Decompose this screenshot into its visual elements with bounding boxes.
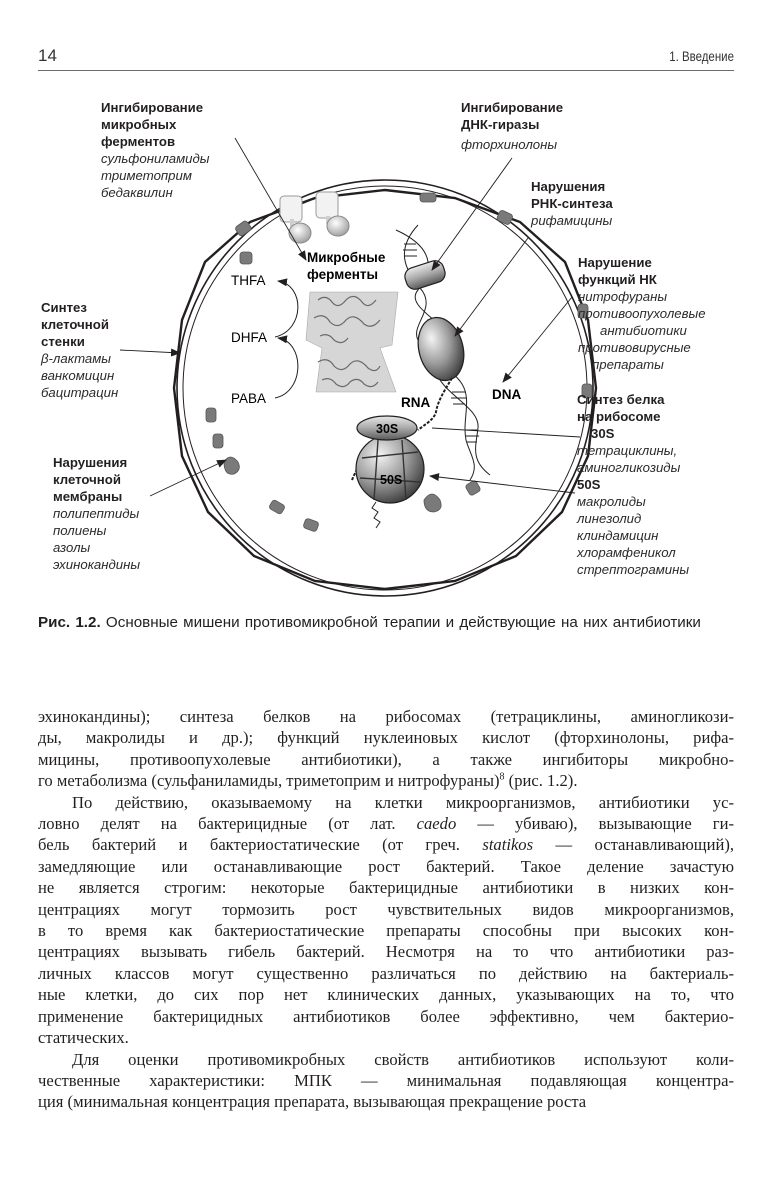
drug-name: тетрациклины, [577,443,678,458]
drug-name: бедаквилин [101,185,173,200]
text-line: замедляющие или останавливающие рост бактерий. Такое деление зачастую [38,856,734,876]
label-heading-line: ферментов [101,134,176,149]
label-heading-line: ДНК-гиразы [461,117,540,132]
label-heading-line: функций НК [578,272,657,287]
label-heading-line: клеточной [41,317,109,332]
label-30s: 30S [591,426,615,441]
label-heading-line: микробных [101,117,177,132]
paragraph [38,1049,734,1113]
text-line: ловно делят на бактерицидные (от лат. caedo — убиваю), вызывающие ги- [38,814,734,834]
label-heading-line: Ингибирование [101,100,204,115]
drug-name: бацитрацин [41,385,119,400]
drug-name: полиены [53,523,107,538]
caption-text: Основные мишени противомикробной терапии и действующие на них антибиотики [100,614,701,631]
text-line: ция (минимальная концентрация препарата, вызывающая прекращение роста [38,1092,587,1112]
drug-name: противоопухолевые [578,306,706,321]
label-rna-synthesis [531,178,613,229]
text-line: в то время как бактериостатические препараты способны при высоких кон- [38,921,734,941]
drug-name: эхинокандины [53,557,141,572]
text-line: не является строгим: некоторые бактерицидные антибиотики в низких кон- [38,878,734,898]
figure-antibiotic-targets [0,90,773,600]
label-30s-inner: 30S [376,422,399,436]
drug-name: клиндамицин [577,528,659,543]
paragraph [38,792,734,1049]
label-nucleic-acid-function [578,254,706,373]
drug-name: фторхинолоны [461,137,558,152]
label-thfa: THFA [231,273,266,288]
label-heading-line: Синтез [41,300,87,315]
text-line: статических. [38,1028,129,1048]
drug-name: противовирусные [578,340,691,355]
drug-name: аминогликозиды [577,460,681,475]
enzyme-structure-image [306,292,398,392]
text-line: ные клетки, до сих пор нет клинических данных, указывающих на то, что [38,985,734,1005]
label-microbial-enzymes-1: Микробные [307,250,386,265]
membrane-enzymes [280,192,349,243]
label-50s: 50S [577,477,601,492]
drug-name: рифамицины [531,213,613,228]
label-gyrase-inhibition [461,99,563,153]
drug-name: стрептограмины [577,562,690,577]
drug-name: азолы [53,540,91,555]
drug-name: хлорамфеникол [577,545,676,560]
drug-name: полипептиды [53,506,140,521]
body-text [38,706,734,1113]
text-line: мицины, противоопухолевые антибиотики), а также ингибиторы микробно- [38,749,734,769]
drug-name: β-лактамы [41,351,111,366]
label-50s-inner: 50S [380,473,403,487]
text-line: По действию, оказываемому на клетки микроорганизмов, антибиотики ус- [72,792,734,812]
label-heading-line: клеточной [53,472,121,487]
text-line: чественные характеристики: МПК — минимальная подавляющая концентра- [38,1070,734,1090]
text-line: бель бактерий и бактериостатические (от греч. statikos — останавливающий), [38,835,734,855]
text-line: ды, макролиды и др.); функций нуклеиновых кислот (фторхинолоны, рифа- [38,728,734,748]
figure-caption [38,612,734,633]
label-heading-line: на рибосоме [577,409,661,424]
drug-name: антибиотики [600,323,687,338]
label-microbial-enzymes-2: ферменты [307,267,379,282]
text-line: эхинокандины); синтеза белков на рибосомах (тетрациклины, аминогликози- [38,707,734,726]
label-dna: DNA [492,387,522,402]
caption-label: Рис. 1.2. [38,614,101,631]
drug-name: линезолид [577,511,642,526]
label-heading-line: мембраны [53,489,123,504]
page-header [38,44,734,71]
label-rna: RNA [401,395,431,410]
page-number: 14 [38,46,57,65]
text-line: центрациях могут тормозить рост чувствительных видов микроорганизмов, [38,899,734,919]
text-line: применение бактерицидных антибиотиков более эффективно, чем бактерио- [38,1006,734,1026]
drug-name: препараты [592,357,664,372]
text-line: центрациях вызывать гибель бактерий. Несмотря на то что антибиотики раз- [38,942,734,962]
label-heading-line: РНК-синтеза [531,196,613,211]
label-heading-line: Ингибирование [461,100,564,115]
drug-name: нитрофураны [578,289,668,304]
text-line: го метаболизма (сульфаниламиды, триметоприм и нитрофураны)$^8$ (рис. 1.2). [38,771,578,791]
label-paba: PABA [231,391,267,406]
text-line: личных классов могут существенно различаться по действию на бактериаль- [38,963,734,983]
running-head: 1. Введение [669,48,734,64]
drug-name: сульфониламиды [101,151,210,166]
text-line: Для оценки противомикробных свойств антибиотиков используют коли- [72,1049,734,1069]
label-dhfa: DHFA [231,330,268,345]
drug-name: триметоприм [101,168,192,183]
label-enzyme-inhibition [101,99,210,201]
label-heading-line: Синтез белка [577,392,665,407]
drug-name: макролиды [577,494,646,509]
label-heading-line: Нарушения [531,179,606,194]
rna-polymerase [411,312,470,385]
label-cell-wall-synthesis [41,299,118,401]
label-heading-line: Нарушение [578,255,652,270]
paragraph [38,706,734,792]
label-ribosome-protein-synthesis [577,391,689,578]
label-membrane-disruption [53,454,140,573]
drug-name: ванкомицин [41,368,115,383]
label-heading-line: Нарушения [53,455,128,470]
dna-gyrase [403,258,448,291]
label-heading-line: стенки [41,334,85,349]
folate-pathway-arrows [275,281,298,398]
